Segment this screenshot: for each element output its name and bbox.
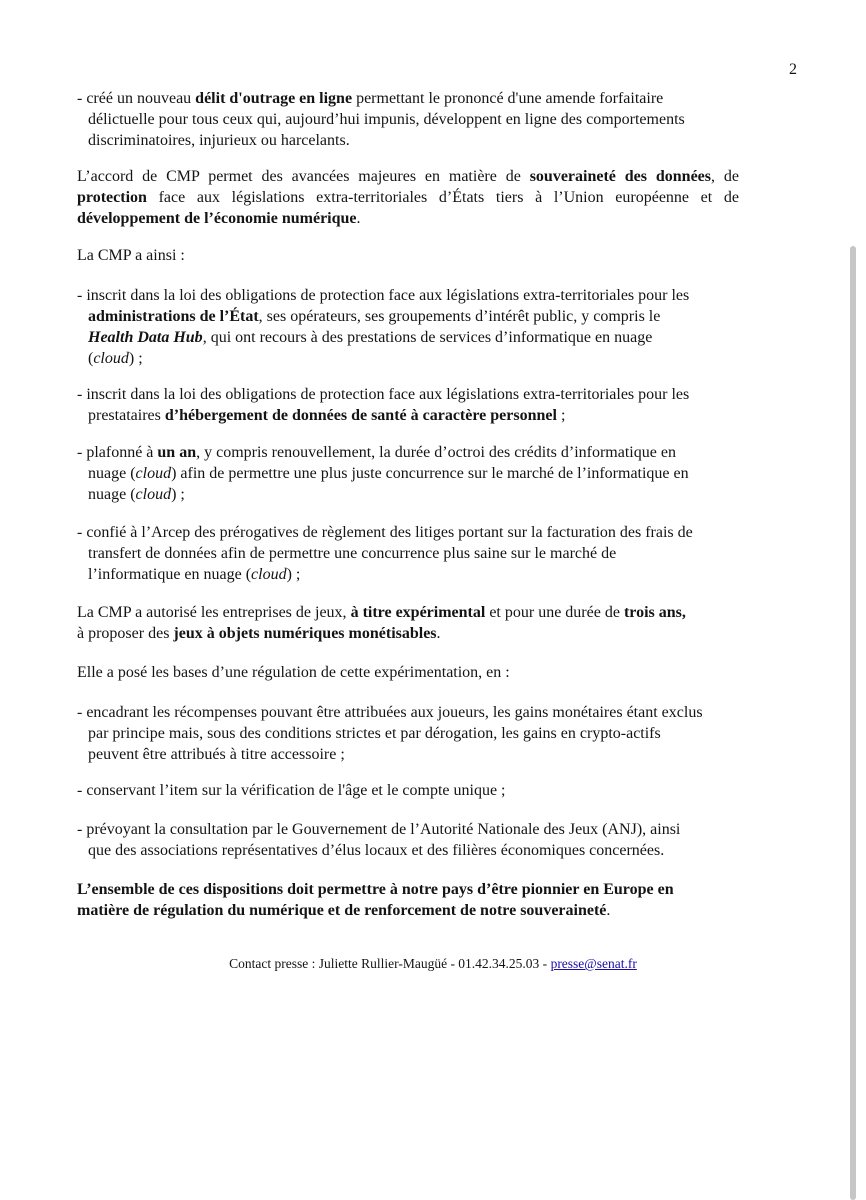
list-item-hebergement: - inscrit dans la loi des obligations de protection face aux législations extra-territoriales pour les prestataires d’hébergement de données de santé à caractère personnel ; (77, 386, 690, 424)
regulation-intro: Elle a posé les bases d’une régulation de cette expérimentation, en : (77, 664, 510, 681)
press-contact-footer (0, 955, 866, 973)
page-number: 2 (789, 61, 797, 78)
list-item-verification-age: - conservant l’item sur la vérification de l'âge et le compte unique ; (77, 782, 506, 799)
list-item-outrage: - créé un nouveau délit d'outrage en ligne permettant le prononcé d'une amende forfaitaire délictuelle pour tous ceux qui, aujourd’hui impunis, développent en ligne des comportements discriminatoires, injurieux ou harcelants. (77, 90, 685, 149)
list-item-arcep: - confié à l’Arcep des prérogatives de règlement des litiges portant sur la facturation des frais de transfert de données afin de permettre une concurrence plus saine sur le marché de l’informatique en nuage (cloud) ; (77, 524, 693, 583)
list-item-plafonne: - plafonné à un an, y compris renouvellement, la durée d’octroi des crédits d’informatique en nuage (cloud) afin de permettre une plus juste concurrence sur le marché de l’informatique en nuage (cloud) ; (77, 444, 689, 503)
vertical-scrollbar[interactable] (850, 246, 856, 1200)
list-item-administrations: - inscrit dans la loi des obligations de protection face aux législations extra-territoriales pour les administrations de l’État, ses opérateurs, ses groupements d’intérêt public, y compris le Health Data Hub, qui ont recours à des prestations de services d’informatique en nuage (cloud) ; (77, 287, 690, 367)
cmp-intro: La CMP a ainsi : (77, 247, 185, 264)
jeux-paragraph: La CMP a autorisé les entreprises de jeux, à titre expérimental et pour une durée de trois ans, à proposer des jeux à objets numériques monétisables. (77, 604, 686, 642)
accord-paragraph: L’accord de CMP permet des avancées majeures en matière de souveraineté des données, de protection face aux législations extra-territoriales d’États tiers à l’Union européenne et de développement de l’économie numérique. (77, 168, 739, 227)
press-email-link[interactable]: presse@senat.fr (550, 956, 637, 971)
conclusion-paragraph: L’ensemble de ces dispositions doit permettre à notre pays d’être pionnier en Europe en matière de régulation du numérique et de renforcement de notre souveraineté. (77, 881, 674, 919)
press-contact-label: Contact presse : Juliette Rullier-Maugüé - 01.42.34.25.03 - (229, 956, 551, 971)
list-item-recompenses: - encadrant les récompenses pouvant être attribuées aux joueurs, les gains monétaires étant exclus par principe mais, sous des conditions strictes et par dérogation, les gains en crypto-actifs peuvent être attribués à titre accessoire ; (77, 704, 703, 763)
list-item-consultation-anj: - prévoyant la consultation par le Gouvernement de l’Autorité Nationale des Jeux (ANJ), ainsi que des associations représentatives d’élus locaux et des filières économiques concernées. (77, 821, 681, 859)
